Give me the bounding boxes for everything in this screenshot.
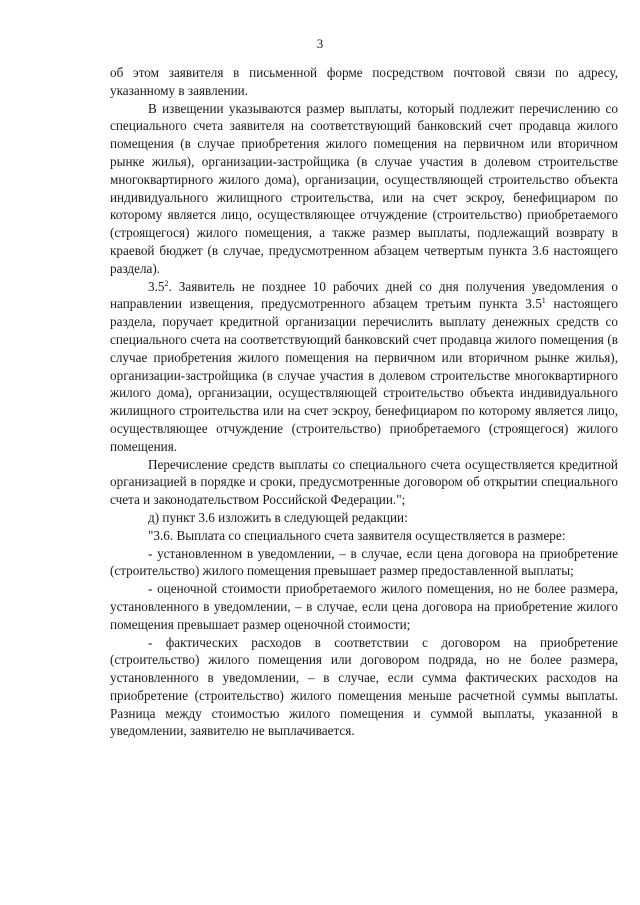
paragraph: об этом заявителя в письменной форме посредством почтовой связи по адресу, указанному в заявлении. xyxy=(110,65,618,98)
page-number: 3 xyxy=(316,36,324,51)
paragraph: - установленном в уведомлении, – в случае, если цена договора на приобретение (строительство) жилого помещения превышает размер предоставленной выплаты; xyxy=(110,545,618,579)
paragraph: д) пункт 3.6 изложить в следующей редакции: xyxy=(148,509,408,525)
paragraph: "3.6. Выплата со специального счета заявителя осуществляется в размере: xyxy=(148,527,566,543)
paragraph: - оценочной стоимости приобретаемого жилого помещения, но не более размера, установленного в уведомлении, – в случае, если цена договора на приобретение жилого помещения превышает размер оценочной стоимости; xyxy=(110,581,618,632)
paragraph: В извещении указываются размер выплаты, который подлежит перечислению со специального счета заявителя на соответствующий банковский счет продавца жилого помещения (в случае приобретения жилого помещения на первичном или вторичном рынке жилья), организации-застройщика (в случае участия в долевом строительстве многоквартирного жилого дома), организации, осуществляющей строительство объекта индивидуального жилищного строительства, или на счет эскроу, бенефициаром по которому является лицо, осуществляющее отчуждение (строительство) приобретаемого (строящегося) жилого помещения, а также размер выплаты, подлежащий возврату в краевой бюджет (в случае, предусмотренном абзацем четвертым пункта 3.6 настоящего раздела). xyxy=(110,100,618,276)
document-body xyxy=(110,64,618,740)
superscript: 1 xyxy=(541,296,546,306)
text-segment: . Заявитель не позднее 10 рабочих дней со дня получения уведомления о направлении извещения, предусмотренного абзацем третьим пункта 3.5 xyxy=(110,278,618,312)
paragraph: - фактических расходов в соответствии с договором на приобретение (строительство) жилого помещения или договором подряда, но не более размера, установленного в уведомлении, – в случае, если сумма фактических расходов на приобретение (строительство) жилого помещения меньше расчетной суммы выплаты. Разница между стоимостью жилого помещения и суммой выплаты, указанной в уведомлении, заявителю не выплачивается. xyxy=(110,634,618,739)
text-segment: 3.5 xyxy=(148,278,165,294)
paragraph xyxy=(110,278,618,456)
paragraph: Перечисление средств выплаты со специального счета осуществляется кредитной организацией в порядке и сроки, предусмотренные договором об открытии специального счета и законодательством Российской Федерации."; xyxy=(110,456,618,508)
text-segment: настоящего раздела, поручает кредитной организации перечислить выплату денежных средств со специального счета на соответствующий банковский счет продавца жилого помещения (в случае приобретения жилого помещения на первичном или вторичном рынке жилья), организации-застройщика (в случае участия в долевом строительстве многоквартирного жилого дома), организации, осуществляющей строительство объекта индивидуального жилищного строительства или на счет эскроу, бенефициаром по которому является лицо, осуществляющее отчуждение (строительство) приобретаемого (строящегося) жилого помещения. xyxy=(110,296,618,454)
superscript: 2 xyxy=(164,278,169,288)
